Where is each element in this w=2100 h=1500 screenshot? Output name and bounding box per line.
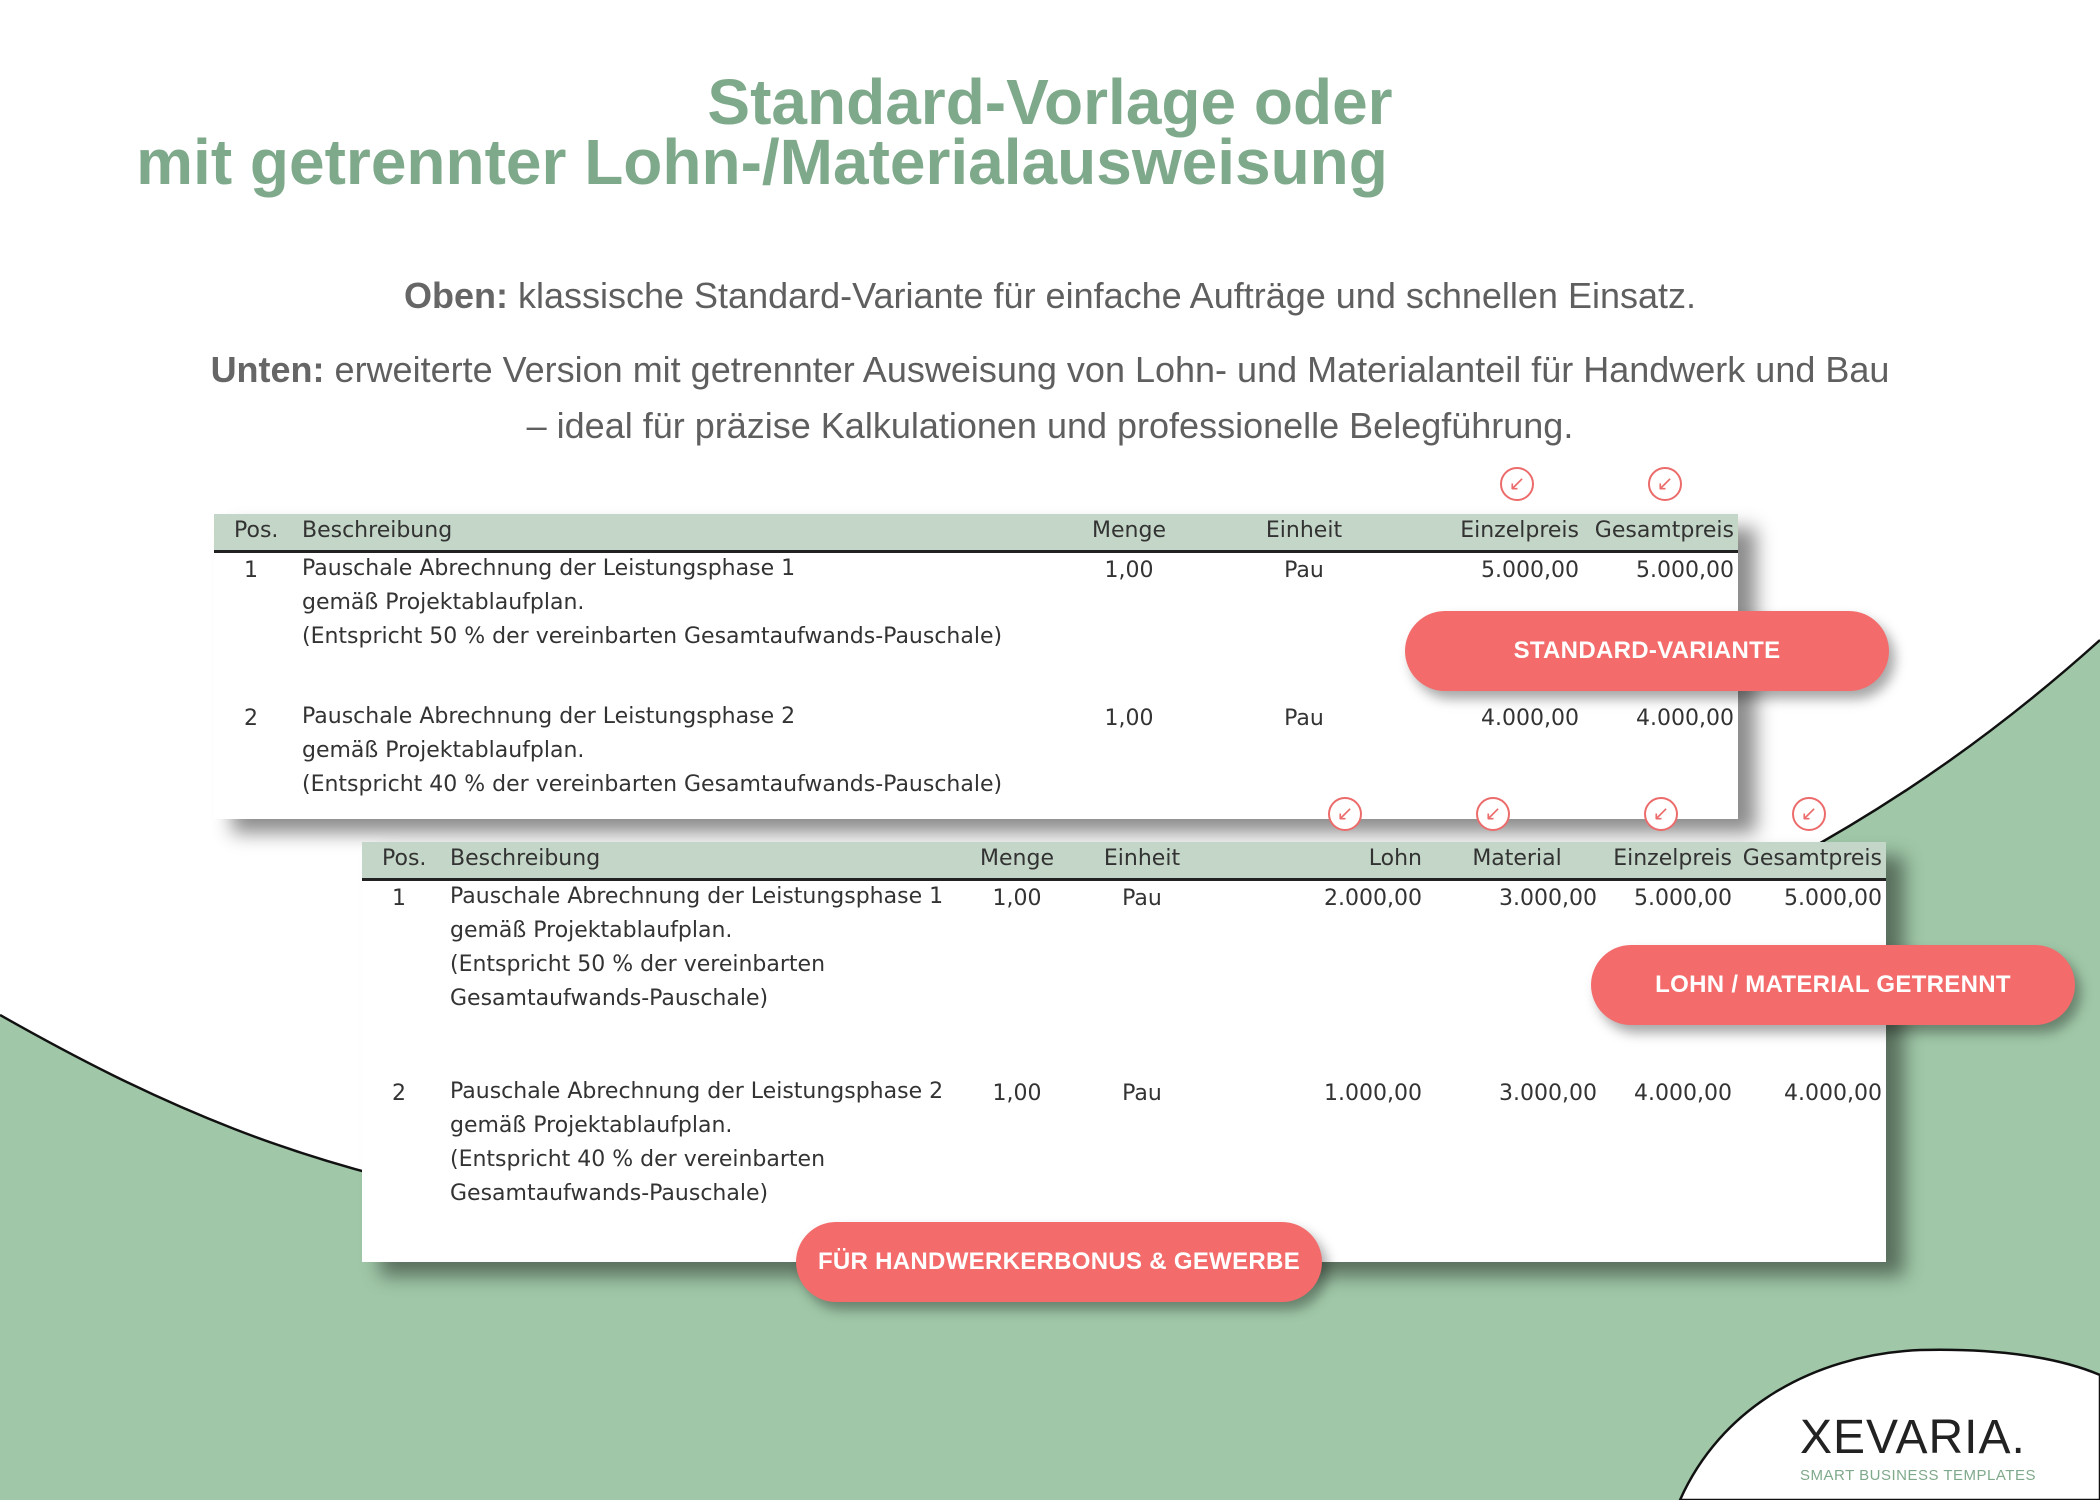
header-einheit: Einheit xyxy=(1103,846,1181,871)
header-einheit: Einheit xyxy=(1265,518,1343,543)
row-einzelpreis: 4.000,00 xyxy=(1634,1081,1732,1106)
unten-label: Unten: xyxy=(210,349,325,390)
header-gesamtpreis: Gesamtpreis xyxy=(1742,846,1882,871)
header-gesamtpreis: Gesamtpreis xyxy=(1594,518,1734,543)
row-menge: 1,00 xyxy=(992,1081,1042,1106)
row-desc-line: gemäß Projektablaufplan. xyxy=(450,918,733,943)
header-menge: Menge xyxy=(980,846,1054,871)
row-einzelpreis: 5.000,00 xyxy=(1481,558,1579,583)
row-menge: 1,00 xyxy=(1104,558,1154,583)
header-beschreibung: Beschreibung xyxy=(302,518,453,543)
row-desc-line: gemäß Projektablaufplan. xyxy=(302,738,585,763)
header-einzelpreis: Einzelpreis xyxy=(1460,518,1579,543)
row-desc-line: Pauschale Abrechnung der Leistungsphase 2 xyxy=(302,704,796,729)
row-desc-line: (Entspricht 40 % der vereinbarten Gesamtaufwands-Pauschale) xyxy=(302,772,1003,797)
oben-label: Oben: xyxy=(403,275,508,316)
header-menge: Menge xyxy=(1092,518,1166,543)
row-lohn: 2.000,00 xyxy=(1324,886,1422,911)
row-einheit: Pau xyxy=(1284,558,1324,583)
row-gesamtpreis: 4.000,00 xyxy=(1784,1081,1882,1106)
arrow-down-left-circle-icon: ↙ xyxy=(1644,797,1678,831)
unten-text: erweiterte Version mit getrennter Ausweisung von Lohn- und Materialanteil für Handwerk und Bau xyxy=(324,349,1890,390)
row-pos: 1 xyxy=(392,886,406,911)
header-material: Material xyxy=(1472,846,1562,871)
row-desc-line: gemäß Projektablaufplan. xyxy=(302,590,585,615)
badge-handwerkerbonus: FÜR HANDWERKERBONUS & GEWERBE xyxy=(796,1222,1322,1302)
logo-tagline: SMART BUSINESS TEMPLATES xyxy=(1800,1467,2036,1484)
table-header xyxy=(362,842,1886,881)
row-desc-line: Gesamtaufwands-Pauschale) xyxy=(450,986,769,1011)
header-pos: Pos. xyxy=(234,518,279,543)
row-gesamtpreis: 4.000,00 xyxy=(1636,706,1734,731)
row-pos: 1 xyxy=(244,558,258,583)
header-einzelpreis: Einzelpreis xyxy=(1613,846,1732,871)
arrow-down-left-circle-icon: ↙ xyxy=(1500,467,1534,501)
header-beschreibung: Beschreibung xyxy=(450,846,601,871)
row-desc-line: Gesamtaufwands-Pauschale) xyxy=(450,1181,769,1206)
description-oben xyxy=(0,268,2100,324)
row-desc-line: Pauschale Abrechnung der Leistungsphase 1 xyxy=(450,884,944,909)
row-einheit: Pau xyxy=(1122,1081,1162,1106)
row-lohn: 1.000,00 xyxy=(1324,1081,1422,1106)
row-desc-line: Pauschale Abrechnung der Leistungsphase 1 xyxy=(302,556,796,581)
row-einheit: Pau xyxy=(1122,886,1162,911)
logo-name: XEVARIA. xyxy=(1800,1411,2026,1464)
row-desc-line: (Entspricht 50 % der vereinbarten xyxy=(450,952,826,977)
row-material: 3.000,00 xyxy=(1499,1081,1597,1106)
arrow-down-left-circle-icon: ↙ xyxy=(1476,797,1510,831)
row-desc-line: (Entspricht 50 % der vereinbarten Gesamtaufwands-Pauschale) xyxy=(302,624,1003,649)
title-line-2: mit getrennter Lohn-/Materialausweisung xyxy=(136,126,1388,198)
arrow-down-left-circle-icon: ↙ xyxy=(1792,797,1826,831)
row-menge: 1,00 xyxy=(992,886,1042,911)
row-einzelpreis: 5.000,00 xyxy=(1634,886,1732,911)
row-pos: 2 xyxy=(244,706,258,731)
row-material: 3.000,00 xyxy=(1499,886,1597,911)
row-desc-line: Pauschale Abrechnung der Leistungsphase 2 xyxy=(450,1079,944,1104)
row-pos: 2 xyxy=(392,1081,406,1106)
table-header xyxy=(214,514,1738,553)
header-lohn: Lohn xyxy=(1368,846,1422,871)
xevaria-logo xyxy=(1800,1410,2036,1484)
row-gesamtpreis: 5.000,00 xyxy=(1636,558,1734,583)
row-einheit: Pau xyxy=(1284,706,1324,731)
row-gesamtpreis: 5.000,00 xyxy=(1784,886,1882,911)
lohn-material-table xyxy=(362,842,1886,1262)
row-einzelpreis: 4.000,00 xyxy=(1481,706,1579,731)
row-desc-line: gemäß Projektablaufplan. xyxy=(450,1113,733,1138)
description-unten-2: – ideal für präzise Kalkulationen und professionelle Belegführung. xyxy=(526,405,1574,446)
badge-lohn-material-getrennt: LOHN / MATERIAL GETRENNT xyxy=(1591,945,2075,1025)
description-unten xyxy=(0,342,2100,398)
arrow-down-left-circle-icon: ↙ xyxy=(1328,797,1362,831)
oben-text: klassische Standard-Variante für einfache Aufträge und schnellen Einsatz. xyxy=(507,275,1697,316)
header-pos: Pos. xyxy=(382,846,427,871)
title-line-1: Standard-Vorlage oder xyxy=(707,66,1393,138)
row-desc-line: (Entspricht 40 % der vereinbarten xyxy=(450,1147,826,1172)
page-title xyxy=(0,66,2100,198)
row-menge: 1,00 xyxy=(1104,706,1154,731)
badge-standard-variante: STANDARD-VARIANTE xyxy=(1405,611,1889,691)
arrow-down-left-circle-icon: ↙ xyxy=(1648,467,1682,501)
